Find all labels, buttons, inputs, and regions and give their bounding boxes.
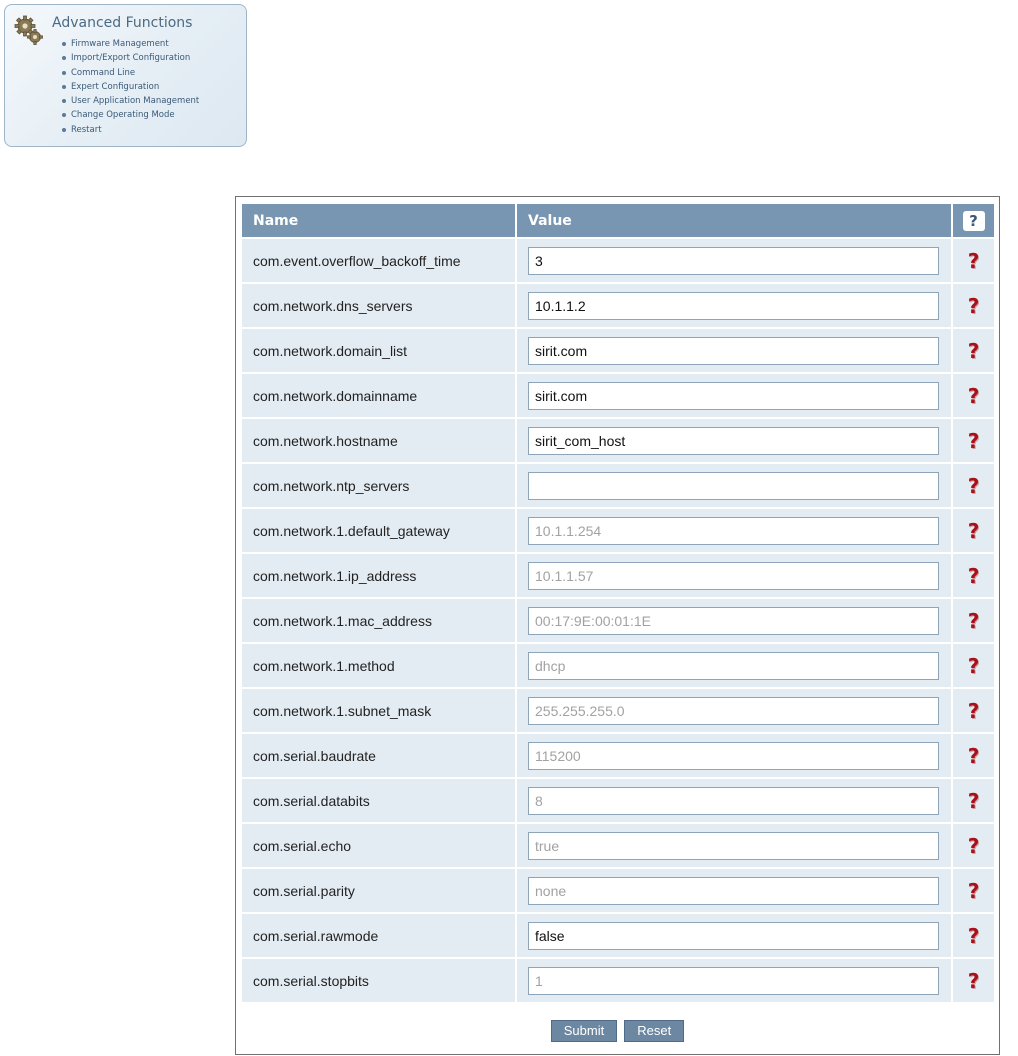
help-cell [953, 644, 994, 687]
help-question-icon[interactable]: ? [967, 788, 980, 813]
help-cell [953, 554, 994, 597]
help-question-icon[interactable]: ? [967, 563, 980, 588]
table-header-row [242, 204, 994, 237]
setting-value-input[interactable] [528, 787, 939, 815]
setting-value-input[interactable] [528, 697, 939, 725]
setting-value-cell [517, 329, 951, 372]
setting-value-input[interactable] [528, 832, 939, 860]
setting-value-input[interactable] [528, 427, 939, 455]
table-row [242, 239, 994, 282]
help-question-icon[interactable]: ? [967, 248, 980, 273]
help-question-icon[interactable]: ? [967, 608, 980, 633]
gears-icon [13, 14, 45, 46]
help-question-icon[interactable]: ? [967, 878, 980, 903]
setting-value-cell [517, 464, 951, 507]
table-row [242, 779, 994, 822]
help-question-icon[interactable]: ? [967, 518, 980, 543]
setting-value-cell [517, 239, 951, 282]
setting-value-input[interactable] [528, 742, 939, 770]
setting-value-input[interactable] [528, 877, 939, 905]
help-cell [953, 239, 994, 282]
setting-name: com.network.1.mac_address [242, 599, 515, 642]
table-row [242, 374, 994, 417]
menu-link-command-line[interactable]: Command Line [61, 66, 199, 80]
setting-name: com.serial.stopbits [242, 959, 515, 1002]
setting-name: com.network.domainname [242, 374, 515, 417]
setting-value-input[interactable] [528, 562, 939, 590]
setting-value-cell [517, 914, 951, 957]
setting-name: com.serial.parity [242, 869, 515, 912]
setting-value-input[interactable] [528, 337, 939, 365]
setting-value-cell [517, 419, 951, 462]
help-question-icon[interactable]: ? [967, 383, 980, 408]
setting-value-cell [517, 689, 951, 732]
menu-link-restart[interactable]: Restart [61, 123, 199, 137]
help-question-icon[interactable]: ? [967, 833, 980, 858]
setting-name: com.network.1.subnet_mask [242, 689, 515, 732]
setting-value-input[interactable] [528, 967, 939, 995]
advanced-functions-panel [4, 4, 247, 147]
help-cell [953, 509, 994, 552]
help-cell [953, 824, 994, 867]
help-cell [953, 284, 994, 327]
table-row [242, 734, 994, 777]
setting-name: com.network.domain_list [242, 329, 515, 372]
setting-value-cell [517, 779, 951, 822]
setting-value-cell [517, 869, 951, 912]
config-rows [242, 239, 994, 1002]
setting-name: com.network.1.method [242, 644, 515, 687]
config-table [240, 202, 996, 1004]
help-cell [953, 329, 994, 372]
help-cell [953, 374, 994, 417]
form-buttons [236, 1020, 999, 1042]
help-cell [953, 464, 994, 507]
setting-name: com.event.overflow_backoff_time [242, 239, 515, 282]
menu-link-expert-configuration[interactable]: Expert Configuration [61, 80, 199, 94]
advanced-functions-title: Advanced Functions [52, 15, 193, 31]
setting-name: com.network.dns_servers [242, 284, 515, 327]
setting-value-input[interactable] [528, 382, 939, 410]
help-question-icon[interactable]: ? [967, 473, 980, 498]
setting-value-cell [517, 284, 951, 327]
expert-configuration-form [235, 196, 1000, 1055]
help-question-icon[interactable]: ? [967, 743, 980, 768]
table-row [242, 509, 994, 552]
setting-value-input[interactable] [528, 517, 939, 545]
table-row [242, 284, 994, 327]
name-column-header: Name [242, 204, 515, 237]
help-question-icon[interactable]: ? [967, 698, 980, 723]
setting-name: com.serial.echo [242, 824, 515, 867]
help-cell [953, 419, 994, 462]
help-question-icon[interactable]: ? [967, 338, 980, 363]
submit-button[interactable]: Submit [551, 1020, 617, 1042]
setting-value-cell [517, 644, 951, 687]
help-cell [953, 959, 994, 1002]
setting-name: com.network.1.ip_address [242, 554, 515, 597]
help-question-icon[interactable]: ? [967, 293, 980, 318]
help-question-icon[interactable]: ? [967, 968, 980, 993]
value-column-header: Value [517, 204, 951, 237]
menu-link-firmware-management[interactable]: Firmware Management [61, 37, 199, 51]
table-row [242, 869, 994, 912]
table-row [242, 644, 994, 687]
setting-value-cell [517, 599, 951, 642]
help-cell [953, 689, 994, 732]
setting-value-cell [517, 509, 951, 552]
help-column-header [953, 204, 994, 237]
setting-value-cell [517, 734, 951, 777]
advanced-functions-menu [61, 37, 199, 137]
table-row [242, 599, 994, 642]
table-row [242, 329, 994, 372]
menu-link-import-export-configuration[interactable]: Import/Export Configuration [61, 51, 199, 65]
setting-name: com.network.ntp_servers [242, 464, 515, 507]
setting-value-cell [517, 959, 951, 1002]
setting-value-cell [517, 374, 951, 417]
setting-name: com.serial.baudrate [242, 734, 515, 777]
help-cell [953, 734, 994, 777]
help-cell [953, 599, 994, 642]
setting-value-input[interactable] [528, 472, 939, 500]
setting-value-input[interactable] [528, 922, 939, 950]
help-cell [953, 869, 994, 912]
table-row [242, 554, 994, 597]
table-row [242, 419, 994, 462]
help-icon[interactable]: ? [963, 211, 985, 231]
setting-value-input[interactable] [528, 247, 939, 275]
setting-name: com.serial.rawmode [242, 914, 515, 957]
table-row [242, 914, 994, 957]
setting-value-cell [517, 554, 951, 597]
table-row [242, 689, 994, 732]
table-row [242, 464, 994, 507]
setting-name: com.network.1.default_gateway [242, 509, 515, 552]
reset-button[interactable]: Reset [624, 1020, 684, 1042]
help-cell [953, 779, 994, 822]
help-cell [953, 914, 994, 957]
help-question-icon[interactable]: ? [967, 923, 980, 948]
menu-link-user-application-management[interactable]: User Application Management [61, 94, 199, 108]
help-question-icon[interactable]: ? [967, 653, 980, 678]
setting-value-cell [517, 824, 951, 867]
menu-link-change-operating-mode[interactable]: Change Operating Mode [61, 108, 199, 122]
setting-value-input[interactable] [528, 652, 939, 680]
setting-name: com.network.hostname [242, 419, 515, 462]
table-row [242, 959, 994, 1002]
setting-value-input[interactable] [528, 607, 939, 635]
setting-value-input[interactable] [528, 292, 939, 320]
setting-name: com.serial.databits [242, 779, 515, 822]
table-row [242, 824, 994, 867]
help-question-icon[interactable]: ? [967, 428, 980, 453]
